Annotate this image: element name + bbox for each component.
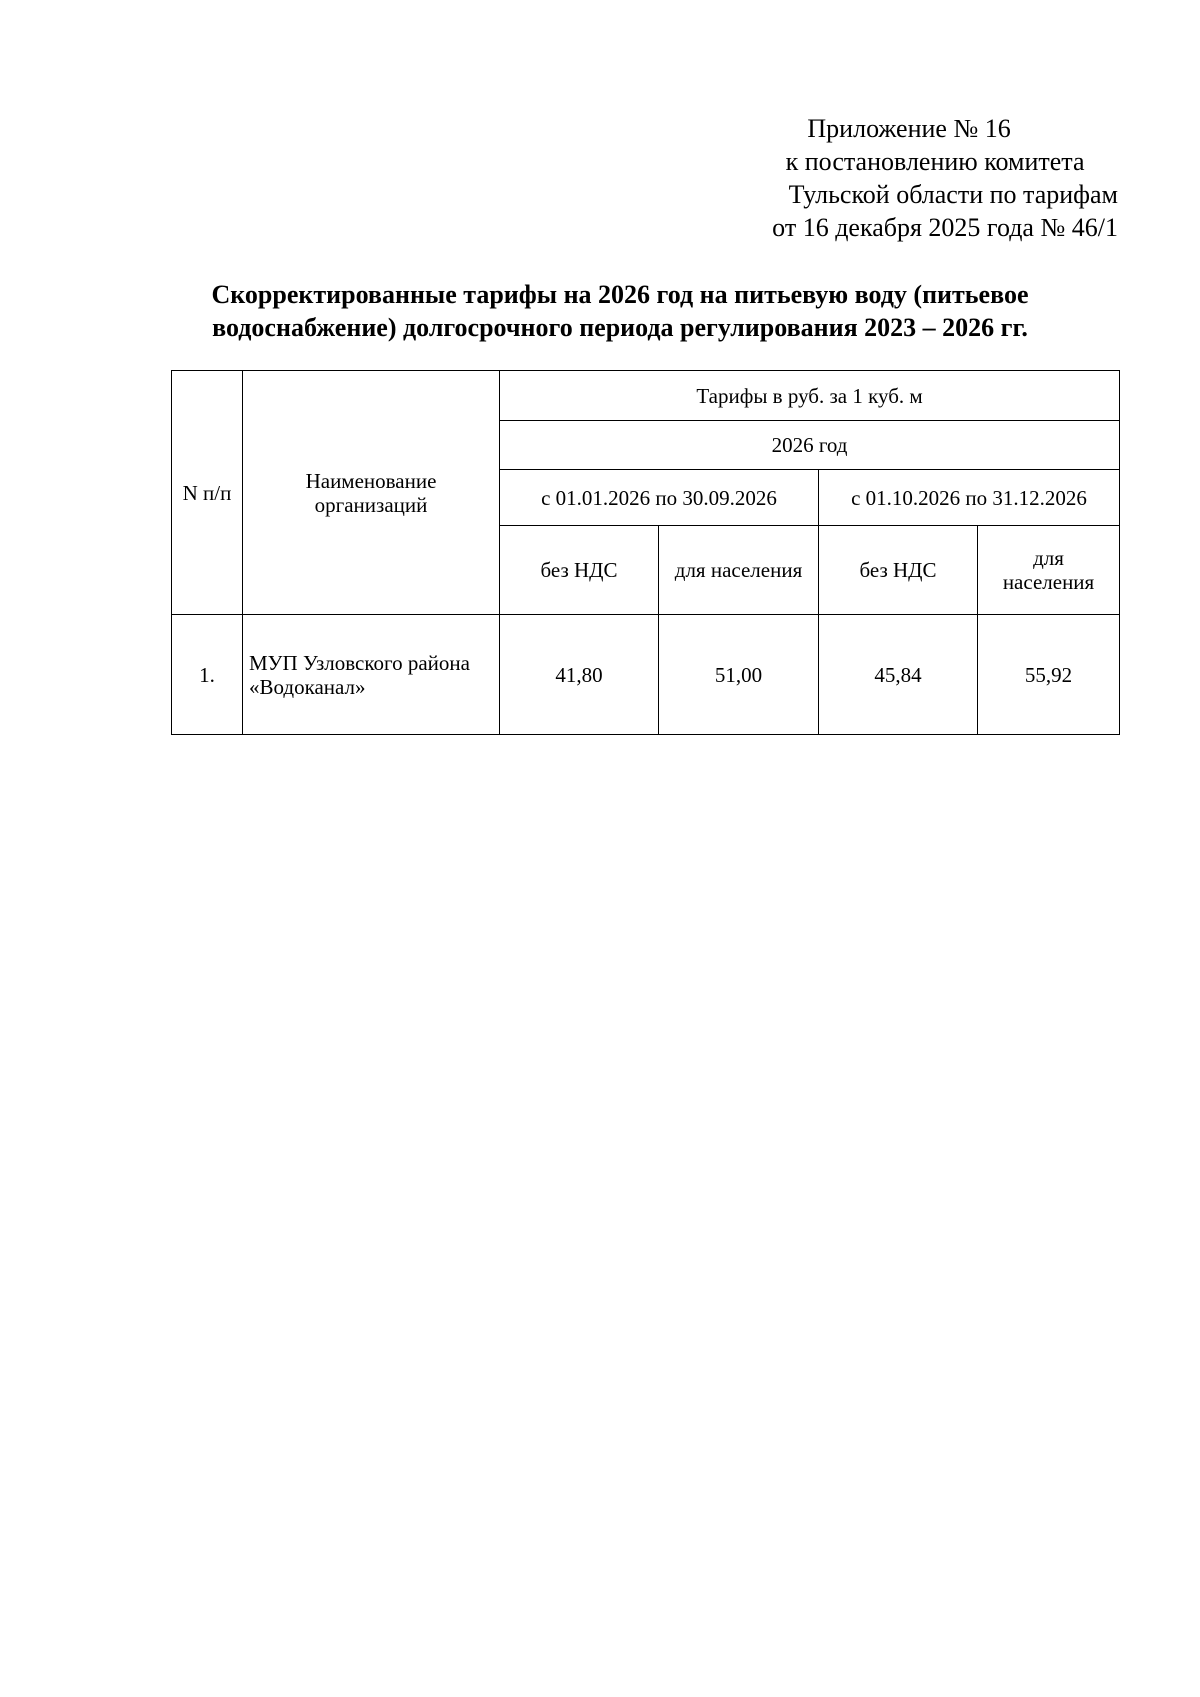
row-organization	[243, 615, 500, 735]
header-p1-no-vat: без НДС	[500, 526, 659, 615]
header-tariffs: Тарифы в руб. за 1 куб. м	[500, 371, 1120, 421]
header-p2-population	[978, 526, 1120, 615]
annex-date: от 16 декабря 2025 года № 46/1	[772, 213, 1118, 242]
document-title	[120, 278, 1120, 344]
header-organization	[243, 371, 500, 615]
annex-committee: Тульской области по тарифам	[788, 180, 1118, 209]
header-organization-line-2: организаций	[314, 492, 428, 517]
title-line-1: Скорректированные тарифы на 2026 год на питьевую воду (питьевое	[211, 280, 1029, 309]
header-p2-population-line-2: населения	[1002, 570, 1095, 594]
header-p1-population: для населения	[659, 526, 819, 615]
row-organization-line-1: МУП Узловского района	[249, 650, 470, 675]
header-p2-no-vat: без НДС	[819, 526, 978, 615]
annex-header	[772, 112, 1118, 244]
header-period-2: с 01.10.2026 по 31.12.2026	[819, 470, 1120, 526]
header-number: N п/п	[172, 371, 243, 615]
header-p2-population-line-1: для	[1033, 546, 1064, 570]
annex-number: Приложение № 16	[807, 114, 1011, 143]
header-organization-line-1: Наименование	[305, 468, 437, 493]
row-number: 1.	[172, 615, 243, 735]
row-organization-line-2: «Водоканал»	[249, 674, 366, 699]
header-period-1: с 01.01.2026 по 30.09.2026	[500, 470, 819, 526]
table-row	[172, 615, 1120, 735]
row-p2-no-vat: 45,84	[819, 615, 978, 735]
annex-resolution: к постановлению комитета	[785, 147, 1085, 176]
row-p2-population: 55,92	[978, 615, 1120, 735]
header-year: 2026 год	[500, 421, 1120, 470]
title-line-2: водоснабжение) долгосрочного периода регулирования 2023 – 2026 гг.	[212, 313, 1028, 342]
tariffs-table	[171, 370, 1120, 735]
row-p1-population: 51,00	[659, 615, 819, 735]
row-p1-no-vat: 41,80	[500, 615, 659, 735]
